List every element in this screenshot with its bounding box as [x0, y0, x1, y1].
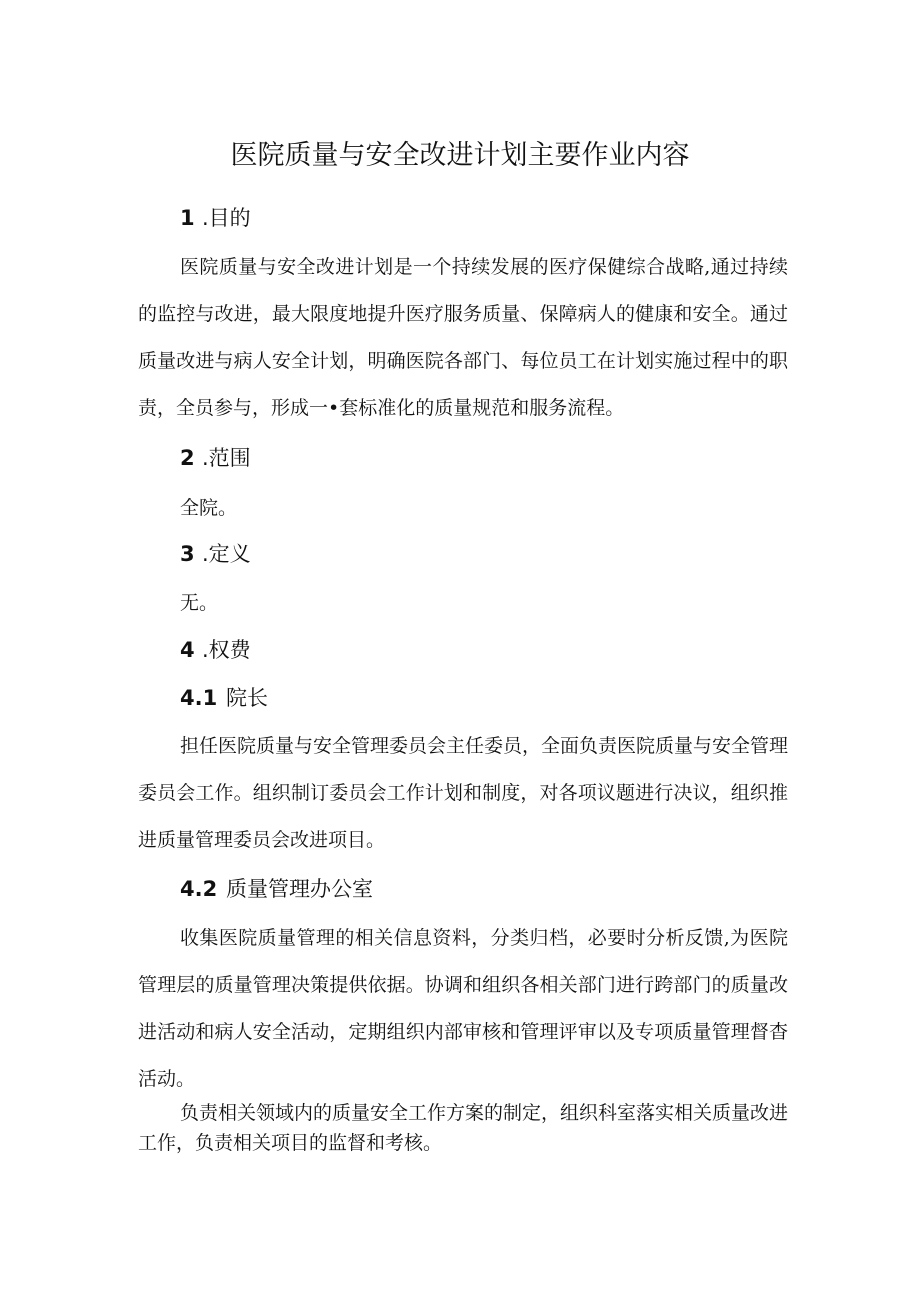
quality-office-paragraph: 收集医院质量管理的相关信息资料，分类归档，必要时分析反馈,为医院管理层的质量管理决策提供依据。协调和组织各相关部门进行跨部门的质量改进活动和病人安全活动，定期组织内部审核和管理评审以及专项质量管理督杳活动。 [138, 927, 788, 1090]
section-title: .定义 [202, 542, 251, 566]
subsection-number: 4.1 [180, 686, 218, 710]
section-title: .目的 [202, 206, 251, 230]
definition-paragraph: 无。 [180, 592, 219, 614]
subsection-heading-president [180, 683, 268, 713]
section-title: .范围 [202, 446, 251, 470]
subsection-number: 4.2 [180, 877, 218, 901]
subsection-heading-quality-office [180, 874, 373, 904]
section-heading-definition [180, 539, 251, 569]
quality-office-paragraph-2: 负责相关领域内的质量安全工作方案的制定，组织科室落实相关质量改进工作，负责相关项目的监督和考核。 [138, 1102, 789, 1154]
section-number: 4 [180, 638, 195, 662]
section-heading-responsibilities [180, 635, 251, 665]
document-title: 医院质量与安全改进计划主要作业内容 [230, 140, 690, 171]
section-title: .权费 [202, 638, 251, 662]
section-number: 3 [180, 542, 195, 566]
president-paragraph: 担任医院质量与安全管理委员会主任委员，全面负责医院质量与安全管理委员会工作。组织制订委员会工作计划和制度，对各项议题进行决议，组织推进质量管理委员会改进项目。 [138, 735, 789, 851]
purpose-paragraph: 医院质量与安全改进计划是一个持续发展的医疗保健综合战略,通过持续的监控与改进，最大限度地提升医疗服务质量、保障病人的健康和安全。通过质量改进与病人安全计划，明确医院各部门、每位员工在计划实施过程中的职责，全员参与，形成一•套标准化的质量规范和服务流程。 [138, 256, 788, 419]
section-heading-scope [180, 443, 251, 473]
subsection-title: 院长 [226, 686, 268, 710]
section-number: 2 [180, 446, 195, 470]
subsection-title: 质量管理办公室 [226, 877, 373, 901]
scope-paragraph: 全院。 [180, 497, 238, 519]
section-number: 1 [180, 206, 195, 230]
section-heading-purpose [180, 203, 251, 233]
